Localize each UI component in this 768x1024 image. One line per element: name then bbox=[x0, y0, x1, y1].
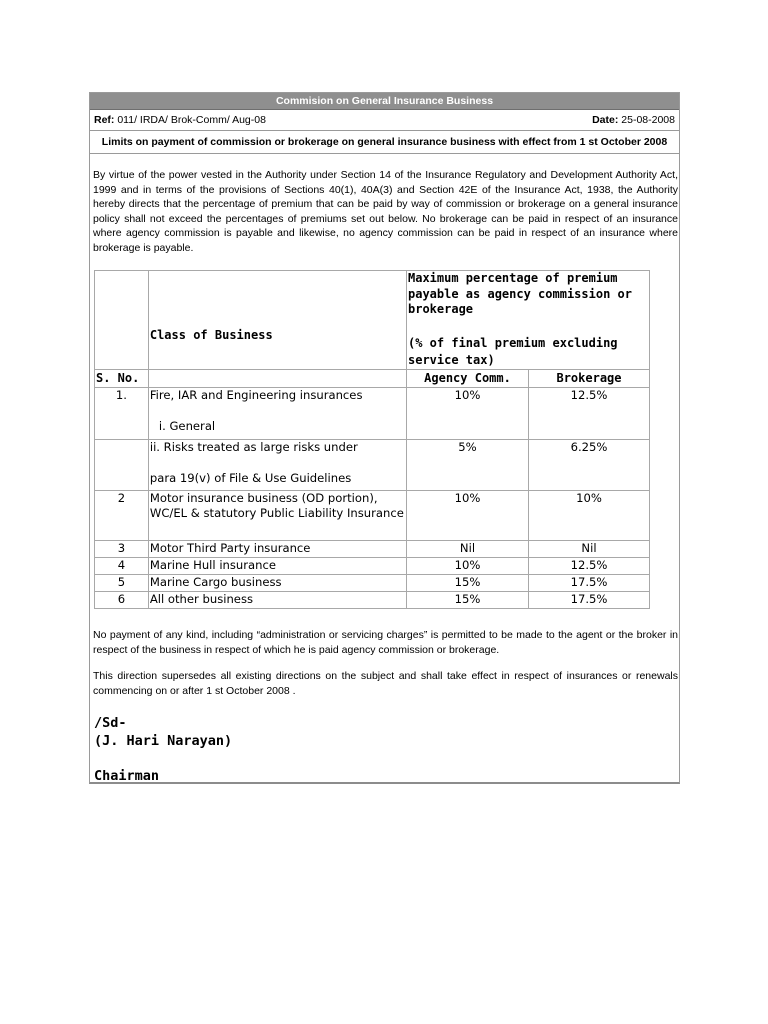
circular-document bbox=[89, 92, 680, 784]
table-row bbox=[95, 591, 650, 608]
table-header-row bbox=[95, 271, 650, 370]
max-header-cell bbox=[407, 271, 650, 370]
row-class-line-1: Fire, IAR and Engineering insurances bbox=[149, 387, 363, 402]
supersede-note: This direction supersedes all existing directions on the subject and shall take effect in respect of insurances or renewals commencing on or after 1 st October 2008 . bbox=[93, 670, 678, 697]
row-brokerage: 17.5% bbox=[528, 591, 649, 608]
row-sno: 5 bbox=[95, 574, 149, 591]
class-header-cell bbox=[148, 271, 406, 370]
ref-value: 011/ IRDA/ Brok-Comm/ Aug-08 bbox=[114, 114, 266, 126]
row-sno: 3 bbox=[95, 540, 149, 557]
brokerage-header: Brokerage bbox=[528, 369, 649, 387]
row-brokerage: 17.5% bbox=[528, 574, 649, 591]
row-sno: 4 bbox=[95, 557, 149, 574]
subheader-blank bbox=[148, 369, 406, 387]
row-class-line-2: para 19(v) of File & Use Guidelines bbox=[149, 470, 352, 485]
max-header-1: Maximum percentage of premium payable as agency commission or brokerage bbox=[408, 271, 632, 316]
row-class: All other business bbox=[148, 591, 406, 608]
row-sno: 1. bbox=[95, 387, 149, 439]
row-class: Marine Hull insurance bbox=[148, 557, 406, 574]
table-row bbox=[95, 439, 650, 490]
row-agency: 10% bbox=[407, 387, 529, 439]
table-header-blank bbox=[95, 271, 149, 370]
row-agency: Nil bbox=[407, 540, 529, 557]
signature-sd: /Sd- bbox=[94, 715, 127, 731]
row-class-line-1: ii. Risks treated as large risks under bbox=[149, 439, 358, 454]
payment-note: No payment of any kind, including “administration or servicing charges” is permitted to be made to the agent or the broker in respect of the business in respect of which he is paid agency commission or brokerage. bbox=[93, 629, 678, 656]
row-brokerage: 10% bbox=[528, 490, 649, 540]
signatory-name: (J. Hari Narayan) bbox=[94, 733, 233, 749]
table-row bbox=[95, 387, 650, 439]
row-class: Marine Cargo business bbox=[148, 574, 406, 591]
row-class: Motor insurance business (OD portion), WC/EL & statutory Public Liability Insurance bbox=[148, 490, 406, 540]
ref-label: Ref: bbox=[94, 114, 115, 126]
row-sno: 2 bbox=[95, 490, 149, 540]
row-class bbox=[148, 387, 406, 439]
row-brokerage: 12.5% bbox=[528, 387, 649, 439]
row-agency: 10% bbox=[407, 557, 529, 574]
commission-table bbox=[94, 270, 650, 609]
max-header-2: (% of final premium excluding service tax) bbox=[408, 335, 618, 367]
row-class-line-2: i. General bbox=[158, 418, 216, 433]
row-class: Motor Third Party insurance bbox=[148, 540, 406, 557]
sno-header: S. No. bbox=[95, 369, 149, 387]
subject-line: Limits on payment of commission or brokerage on general insurance business with effect from 1 st October 2008 bbox=[90, 131, 679, 154]
agency-header: Agency Comm. bbox=[407, 369, 529, 387]
row-class bbox=[148, 439, 406, 490]
table-row bbox=[95, 540, 650, 557]
signature-block bbox=[94, 714, 232, 785]
class-header: Class of Business bbox=[149, 327, 273, 342]
row-agency: 15% bbox=[407, 574, 529, 591]
intro-paragraph: By virtue of the power vested in the Authority under Section 14 of the Insurance Regulatory and Development Authority Act, 1999 and in terms of the provisions of Sections 40(1), 40A(3) and Section 42E of the Insurance Act, 1938, the Authority hereby directs that the percentage of premium that can be paid by way of commission or brokerage on a general insurance policy shall not exceed the percentages of premiums set out below. No brokerage can be paid in respect of an insurance where agency commission is payable and likewise, no agency commission can be paid in respect of an insurance where brokerage is payable. bbox=[93, 169, 678, 254]
row-brokerage: 6.25% bbox=[528, 439, 649, 490]
row-agency: 5% bbox=[407, 439, 529, 490]
row-brokerage: 12.5% bbox=[528, 557, 649, 574]
date-value: 25-08-2008 bbox=[618, 114, 675, 126]
document-title: Commision on General Insurance Business bbox=[90, 93, 679, 110]
row-sno bbox=[95, 439, 149, 490]
table-row bbox=[95, 490, 650, 540]
table-row bbox=[95, 574, 650, 591]
row-agency: 15% bbox=[407, 591, 529, 608]
row-sno: 6 bbox=[95, 591, 149, 608]
reference-row bbox=[90, 110, 679, 131]
signatory-title: Chairman bbox=[94, 768, 160, 784]
row-agency: 10% bbox=[407, 490, 529, 540]
date-label: Date: bbox=[592, 114, 619, 126]
reference bbox=[94, 114, 266, 126]
table-row bbox=[95, 557, 650, 574]
row-brokerage: Nil bbox=[528, 540, 649, 557]
date bbox=[592, 114, 675, 126]
table-subheader-row bbox=[95, 369, 650, 387]
